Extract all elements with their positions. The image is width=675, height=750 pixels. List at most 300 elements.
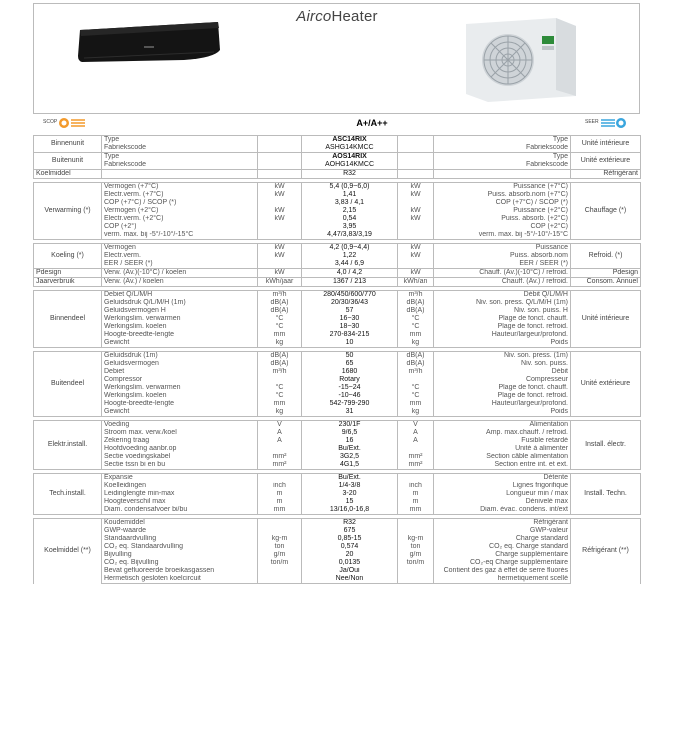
row-label-fr: Chauff. (Av.)(-10°C) / refroid. [434,269,571,278]
row-label-fr: Plage de fonct. chauff. [434,315,571,323]
row-label-fr: Poids [434,408,571,417]
row-label-nl: Werkingslim. verwarmen [102,315,258,323]
unit-fr [398,567,434,575]
group-label-nl: Tech.install. [34,474,102,515]
spec-value: Nee/Non [302,575,398,584]
spec-value: 4,2 (0,9~4,4) [302,244,398,253]
row-label-nl: Werkingslim. koelen [102,323,258,331]
unit-nl: V [258,421,302,430]
spec-row [34,315,641,323]
row-label-nl: Bijvulling [102,551,258,559]
row-label-fr: Fabriekscode [434,144,571,153]
unit-fr [398,199,434,207]
spec-row [34,199,641,207]
group-label-fr: Install. électr. [571,421,641,470]
row-label-fr: Puiss. absorb. (+2°C) [434,215,571,223]
group-label-fr: Unité intérieure [571,136,641,153]
unit-nl: kW [258,207,302,215]
spec-value: 1,41 [302,191,398,199]
spec-row [34,474,641,483]
unit-nl [258,575,302,584]
unit-fr [398,153,434,162]
spec-row [34,461,641,470]
row-label-fr: Fabriekscode [434,161,571,170]
spec-row [34,490,641,498]
row-label-nl: Geluidsvermogen H [102,307,258,315]
spec-row [34,269,641,278]
spec-value: 0,54 [302,215,398,223]
row-label-fr: Longueur min / max [434,490,571,498]
unit-fr: kW [398,215,434,223]
unit-nl: kg [258,408,302,417]
row-label-nl: Fabriekscode [102,144,258,153]
spec-row [34,535,641,543]
spec-value: Bu/Ext. [302,445,398,453]
row-label-fr: Niv. son. puiss. [434,360,571,368]
unit-fr: °C [398,323,434,331]
spec-row [34,429,641,437]
spec-value: 4,47/3,83/3,19 [302,231,398,240]
row-label-fr: Compresseur [434,376,571,384]
unit-nl: inch [258,482,302,490]
spec-row [34,567,641,575]
group-label-fr: Unité extérieure [571,153,641,170]
spec-value: 5,4 (0,9~6,0) [302,183,398,192]
row-label-nl: Hermetisch gesloten koelcircuit [102,575,258,584]
unit-nl: kg [258,339,302,348]
row-label-nl: Geluidsvermogen [102,360,258,368]
unit-nl [258,199,302,207]
spec-row [34,215,641,223]
row-label-fr: Puissance [434,244,571,253]
group-label-fr: Install. Techn. [571,474,641,515]
row-label-fr: Hauteur/largeur/profond. [434,400,571,408]
row-label-nl: Type [102,153,258,162]
unit-nl: A [258,437,302,445]
spec-value: 542-799-290 [302,400,398,408]
spec-row [34,543,641,551]
unit-fr: kWh/an [398,278,434,287]
unit-nl [258,567,302,575]
spec-value: 16~30 [302,315,398,323]
spec-value: 2,15 [302,207,398,215]
row-label-nl: Verw. (Av.)(-10°C) / koelen [102,269,258,278]
row-label-fr: Plage de fonct. refroid. [434,392,571,400]
row-label-fr: Dénivelé max [434,498,571,506]
row-label-nl: Debiet [102,368,258,376]
row-label-fr: Poids [434,339,571,348]
spec-row [34,153,641,162]
unit-nl: dB(A) [258,299,302,307]
row-label-nl: COP (+2°) [102,223,258,231]
spec-row [34,559,641,567]
unit-fr: kW [398,252,434,260]
group-label-nl: Binnendeel [34,291,102,348]
unit-nl [258,376,302,384]
row-label-fr: CO₂-eq Charge supplémentaire [434,559,571,567]
spec-value: 270-834-215 [302,331,398,339]
row-label-nl: Hoofdvoeding aanbr.op [102,445,258,453]
spec-value: 3,95 [302,223,398,231]
unit-fr: ton [398,543,434,551]
indoor-unit-image [74,20,224,64]
row-label-nl: Electr.verm. (+2°C) [102,215,258,223]
row-label-fr: hermetiquement scellé [434,575,571,584]
group-label-fr: Unité intérieure [571,291,641,348]
spec-value: 10 [302,339,398,348]
row-label-fr: Fusible retardé [434,437,571,445]
spec-row [34,223,641,231]
row-label-fr: Type [434,153,571,162]
row-label-nl: Type [102,136,258,145]
row-label-fr: GWP-valeur [434,527,571,535]
spec-value: 0,85-15 [302,535,398,543]
spec-value: 16 [302,437,398,445]
unit-fr: mm² [398,461,434,470]
spec-value: 20 [302,551,398,559]
unit-fr: dB(A) [398,360,434,368]
unit-fr [398,161,434,170]
unit-nl: °C [258,315,302,323]
row-label-nl: Koudemiddel [102,519,258,528]
unit-nl: kW [258,215,302,223]
row-label-nl: Geluidsdruk Q/L/M/H (1m) [102,299,258,307]
spec-value: AOS14RIX [302,153,398,162]
row-label-fr: Unité à alimenter [434,445,571,453]
cooling-snow-icon [599,116,629,130]
row-label-nl: Hoogteverschil max [102,498,258,506]
row-label-fr: Niv. son. puiss. H [434,307,571,315]
spec-row [34,482,641,490]
group-label-nl: Koeling (*) [34,244,102,269]
row-label-fr: Amp. max.chauff. / refroid. [434,429,571,437]
row-label-fr: Type [434,136,571,145]
row-label-nl: Bevat gefluoreerde broeikasgassen [102,567,258,575]
group-label-nl: Buitenunit [34,153,102,170]
unit-fr [398,136,434,145]
row-label-nl: Hoogte-breedte-lengte [102,400,258,408]
unit-nl: dB(A) [258,307,302,315]
unit-fr: inch [398,482,434,490]
group-label-nl: Pdesign [34,269,102,278]
heating-sun-icon [57,116,87,130]
row-label-fr: Chauff. (Av.) / refroid. [434,278,571,287]
spec-value: 3G2,5 [302,453,398,461]
unit-fr: kW [398,269,434,278]
spec-row [34,323,641,331]
spec-value: 0,574 [302,543,398,551]
unit-nl: dB(A) [258,360,302,368]
unit-fr: kg-m [398,535,434,543]
spec-value: 31 [302,408,398,417]
group-label-fr: Pdesign [571,269,641,278]
row-label-fr: verm. max. bij -5°/-10°/-15°C [434,231,571,240]
spec-value: -10~46 [302,392,398,400]
spec-value: 65 [302,360,398,368]
row-label-nl: Vermogen (+7°C) [102,183,258,192]
unit-fr: m [398,490,434,498]
spec-row [34,352,641,361]
unit-fr [398,527,434,535]
row-label-nl: Compressor [102,376,258,384]
unit-nl [258,161,302,170]
row-label-nl: Vermogen (+2°C) [102,207,258,215]
unit-nl: ton/m [258,559,302,567]
row-label-nl: verm. max. bij -5°/-10°/-15°C [102,231,258,240]
spec-value: 280/450/600/770 [302,291,398,300]
row-label-fr: Section entre int. et ext. [434,461,571,470]
row-label-nl [102,170,258,179]
group-label-fr: Réfrigérant [571,170,641,179]
spec-value: 1,22 [302,252,398,260]
spec-row [34,331,641,339]
spec-value: 3,83 / 4,1 [302,199,398,207]
unit-nl: °C [258,384,302,392]
row-label-nl: Leidinglengte min-max [102,490,258,498]
unit-fr: kW [398,207,434,215]
brand-logo: AircoHeater [296,8,378,25]
row-label-nl: CO₂ eq. Standaardvulling [102,543,258,551]
row-label-nl: COP (+7°C) / SCOP (*) [102,199,258,207]
unit-fr: °C [398,384,434,392]
unit-nl: kW [258,183,302,192]
unit-fr: dB(A) [398,299,434,307]
unit-fr: mm [398,506,434,515]
spec-value: 3-20 [302,490,398,498]
spec-row [34,307,641,315]
row-label-nl: Voeding [102,421,258,430]
unit-fr: kW [398,183,434,192]
unit-fr: ton/m [398,559,434,567]
unit-fr [398,144,434,153]
unit-nl: m³/h [258,368,302,376]
spec-row [34,384,641,392]
row-label-nl: Electr.verm. (+7°C) [102,191,258,199]
spec-row [34,519,641,528]
spec-row [34,231,641,240]
outdoor-unit-image [460,16,580,104]
spec-row [34,400,641,408]
product-header [33,3,640,114]
group-label-fr: Chauffage (*) [571,183,641,240]
spec-row [34,575,641,584]
spec-row [34,551,641,559]
spec-row [34,376,641,384]
unit-nl [258,223,302,231]
row-label-fr: Plage de fonct. chauff. [434,384,571,392]
spec-row [34,299,641,307]
unit-fr: dB(A) [398,352,434,361]
unit-fr [398,575,434,584]
row-label-nl: Gewicht [102,408,258,417]
group-label-nl: Koelmiddel (**) [34,519,102,584]
spec-row [34,506,641,515]
unit-fr: kg [398,339,434,348]
group-label-fr: Réfrigérant (**) [571,519,641,584]
unit-fr [398,474,434,483]
row-label-fr: Débit [434,368,571,376]
spec-value: 3,44 / 6,9 [302,260,398,269]
unit-nl: kWh/jaar [258,278,302,287]
row-label-nl: Fabriekscode [102,161,258,170]
unit-nl: mm² [258,453,302,461]
group-label-nl: Verwarming (*) [34,183,102,240]
spec-value: ASHG14KMCC [302,144,398,153]
spec-value: 1680 [302,368,398,376]
energy-row [33,115,640,133]
spec-row [34,191,641,199]
row-label-nl: Hoogte-breedte-lengte [102,331,258,339]
spec-value: 57 [302,307,398,315]
unit-nl: °C [258,323,302,331]
unit-nl [258,445,302,453]
row-label-nl: Gewicht [102,339,258,348]
unit-fr: °C [398,315,434,323]
unit-fr: mm² [398,453,434,461]
row-label-fr: Charge supplémentaire [434,551,571,559]
unit-nl: mm [258,400,302,408]
unit-nl [258,527,302,535]
row-label-fr: Lignes frigorifique [434,482,571,490]
unit-fr: kW [398,191,434,199]
unit-nl: kW [258,244,302,253]
spec-value: 13/16,0-16,8 [302,506,398,515]
row-label-nl: Sectie tssn bi en bu [102,461,258,470]
unit-fr: V [398,421,434,430]
unit-fr [398,170,434,179]
unit-nl: m³/h [258,291,302,300]
spec-value: -15~24 [302,384,398,392]
row-label-fr: Diam. évac. condens. int/ext [434,506,571,515]
unit-fr: dB(A) [398,307,434,315]
spec-table [33,135,641,584]
row-label-nl: Koelleidingen [102,482,258,490]
spec-row [34,252,641,260]
unit-nl: g/m [258,551,302,559]
unit-fr [398,260,434,269]
spec-value: 675 [302,527,398,535]
spec-row [34,278,641,287]
unit-fr [398,231,434,240]
row-label-nl: Diam. condensafvoer bi/bu [102,506,258,515]
spec-value: 15 [302,498,398,506]
row-label-nl: Electr.verm. [102,252,258,260]
spec-row [34,260,641,269]
unit-fr: mm [398,400,434,408]
row-label-fr: Hauteur/largeur/profond. [434,331,571,339]
unit-fr: m³/h [398,368,434,376]
unit-nl: mm² [258,461,302,470]
group-label-fr: Unité extérieure [571,352,641,417]
row-label-fr: COP (+7°C) / SCOP (*) [434,199,571,207]
spec-value: Ja/Oui [302,567,398,575]
spec-value: 1/4-3/8 [302,482,398,490]
row-label-fr: Puissance (+2°C) [434,207,571,215]
unit-fr [398,519,434,528]
row-label-fr: Section câble alimentation [434,453,571,461]
row-label-nl: Vermogen [102,244,258,253]
spec-value: 0,0135 [302,559,398,567]
energy-class: A+/A++ [356,118,388,128]
spec-row [34,136,641,145]
spec-row [34,207,641,215]
spec-row [34,360,641,368]
spec-row [34,244,641,253]
spec-row [34,527,641,535]
row-label-fr: Niv. son. press. Q/L/M/H (1m) [434,299,571,307]
row-label-fr: Alimentation [434,421,571,430]
row-label-fr: CO₂ eq. Charge standard [434,543,571,551]
unit-nl: mm [258,331,302,339]
unit-fr: m [398,498,434,506]
spec-row [34,183,641,192]
unit-fr: kW [398,244,434,253]
unit-nl: ton [258,543,302,551]
unit-nl: kW [258,269,302,278]
spec-row [34,437,641,445]
spec-value: R32 [302,170,398,179]
row-label-nl: CO₂ eq. Bijvulling [102,559,258,567]
group-label-nl: Jaarverbruik [34,278,102,287]
unit-nl [258,231,302,240]
group-label-nl: Buitendeel [34,352,102,417]
seer-label: SEER [585,119,599,125]
spec-row [34,339,641,348]
row-label-nl: Debiet Q/L/M/H [102,291,258,300]
unit-nl: kW [258,191,302,199]
unit-fr: mm [398,331,434,339]
spec-value: 9/6,5 [302,429,398,437]
row-label-fr: Réfrigérant [434,519,571,528]
unit-nl [258,170,302,179]
row-label-nl: Standaardvulling [102,535,258,543]
row-label-fr: Contient des gaz à effet de serre fluorés [434,567,571,575]
spec-value: 230/1F [302,421,398,430]
row-label-fr: Détente [434,474,571,483]
unit-fr: A [398,429,434,437]
row-label-nl: Zekering traag [102,437,258,445]
spec-value: ASC14RIX [302,136,398,145]
spec-value: 1367 / 213 [302,278,398,287]
spec-value: 18~30 [302,323,398,331]
spec-row [34,368,641,376]
group-label-nl: Binnenunit [34,136,102,153]
unit-nl [258,136,302,145]
spec-row [34,453,641,461]
unit-nl: kg-m [258,535,302,543]
row-label-fr: Plage de fonct. refroid. [434,323,571,331]
scop-label: SCOP [43,119,58,125]
unit-fr [398,445,434,453]
unit-nl: A [258,429,302,437]
unit-nl: m [258,490,302,498]
row-label-nl: Expansie [102,474,258,483]
spec-value: 20/30/36/43 [302,299,398,307]
row-label-fr [434,170,571,179]
spec-row [34,170,641,179]
group-label-fr: Consom. Annuel [571,278,641,287]
group-label-nl: Elektr.install. [34,421,102,470]
row-label-nl: EER / SEER (*) [102,260,258,269]
spec-row [34,498,641,506]
unit-nl: °C [258,392,302,400]
unit-nl [258,474,302,483]
row-label-fr: Niv. son. press. (1m) [434,352,571,361]
unit-fr: m³/h [398,291,434,300]
unit-fr [398,223,434,231]
unit-nl: dB(A) [258,352,302,361]
spec-row [34,445,641,453]
